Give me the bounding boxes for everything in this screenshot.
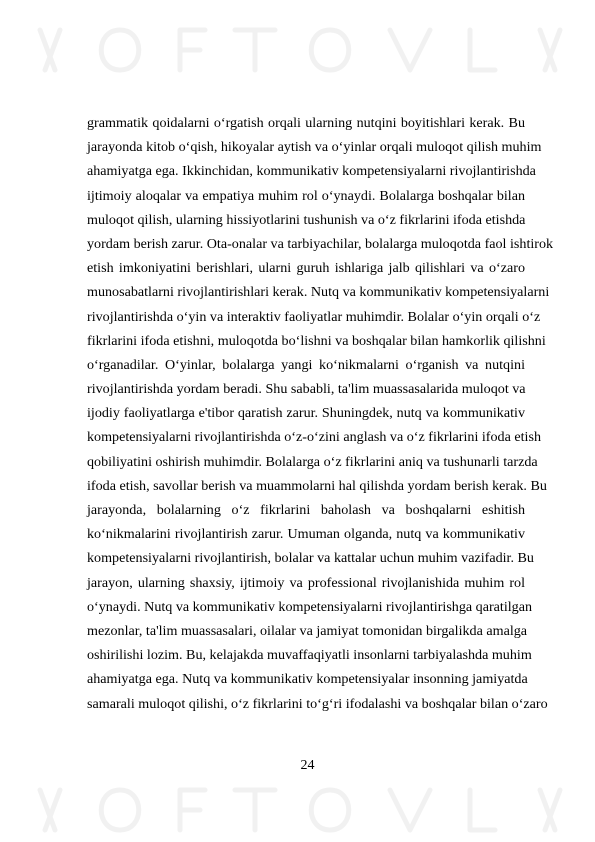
text-line: jarayonda kitob o‘qish, hikoyalar aytish va o‘yinlar orqali muloqot qilish muhim [87,139,542,156]
text-line: yordam berish zarur. Ota-onalar va tarbiyachilar, bolalarga muloqotda faol ishtirok [87,235,554,252]
text-line: ifoda etish, savollar berish va muammolarni hal qilishda yordam berish kerak. Bu [87,477,547,494]
text-line: ijodiy faoliyatlarga e'tibor qaratish zarur. Shuningdek, nutq va kommunikativ [87,405,525,422]
text-line: kompetensiyalarni rivojlantirishda o‘z-o‘zini anglash va o‘z fikrlarini ifoda etish [87,429,541,446]
text-line: o‘rganadilar. O‘yinlar, bolalarga yangi ko‘nikmalarni o‘rganish va nutqini [87,356,525,373]
text-line: qobiliyatini oshirish muhimdir. Bolalarga o‘z fikrlarini aniq va tushunarli tarzda [87,453,538,470]
text-line: fikrlarini ifoda etishni, muloqotda bo‘lishni va boshqalar bilan hamkorlik qilishni [87,332,546,349]
text-line: etish imkoniyatini berishlari, ularni guruh ishlariga jalb qilishlari va o‘zaro [87,260,525,277]
text-line: kompetensiyalarni rivojlantirish, bolalar va kattalar uchun muhim vazifadir. Bu [87,550,534,567]
text-line: ko‘nikmalarini rivojlantirish zarur. Umuman olganda, nutq va kommunikativ [87,526,525,543]
text-line: jarayon, ularning shaxsiy, ijtimoiy va professional rivojlanishida muhim rol [87,574,525,591]
text-line: munosabatlarni rivojlantirishlari kerak. Nutq va kommunikativ kompetensiyalarni [87,284,550,301]
text-line: rivojlantirishda yordam beradi. Shu sababli, ta'lim muassasalarida muloqot va [87,381,526,398]
text-line: rivojlantirishda o‘yin va interaktiv faoliyatlar muhimdir. Bolalar o‘yin orqali o‘z [87,308,541,325]
page-number: 24 [300,758,315,773]
text-line: ahamiyatga ega. Ikkinchidan, kommunikativ kompetensiyalarni rivojlantirishda [87,163,536,180]
text-line: muloqot qilish, ularning hissiyotlarini tushunish va o‘z fikrlarini ifoda etishda [87,211,526,228]
text-line: oshirilishi lozim. Bu, kelajakda muvaffaqiyatli insonlarni tarbiyalashda muhim [87,647,532,664]
text-line: grammatik qoidalarni o‘rgatish orqali ularning nutqini boyitishlari kerak. Bu [87,115,525,131]
text-line: mezonlar, ta'lim muassasalari, oilalar va jamiyat tomonidan birgalikda amalga [87,622,528,639]
body-text [87,111,554,716]
text-line: samarali muloqot qilishi, o‘z fikrlarini to‘g‘ri ifodalashi va boshqalar bilan o‘zaro [87,695,548,712]
text-line: jarayonda, bolalarning o‘z fikrlarini baholash va boshqalarni eshitish [87,502,525,518]
text-line: ijtimoiy aloqalar va empatiya muhim rol o‘ynaydi. Bolalarga boshqalar bilan [87,187,525,204]
text-line: o‘ynaydi. Nutq va kommunikativ kompetensiyalarni rivojlantirishga qaratilgan [87,598,533,615]
text-line: ahamiyatga ega. Nutq va kommunikativ kompetensiyalar insonning jamiyatda [87,671,528,688]
